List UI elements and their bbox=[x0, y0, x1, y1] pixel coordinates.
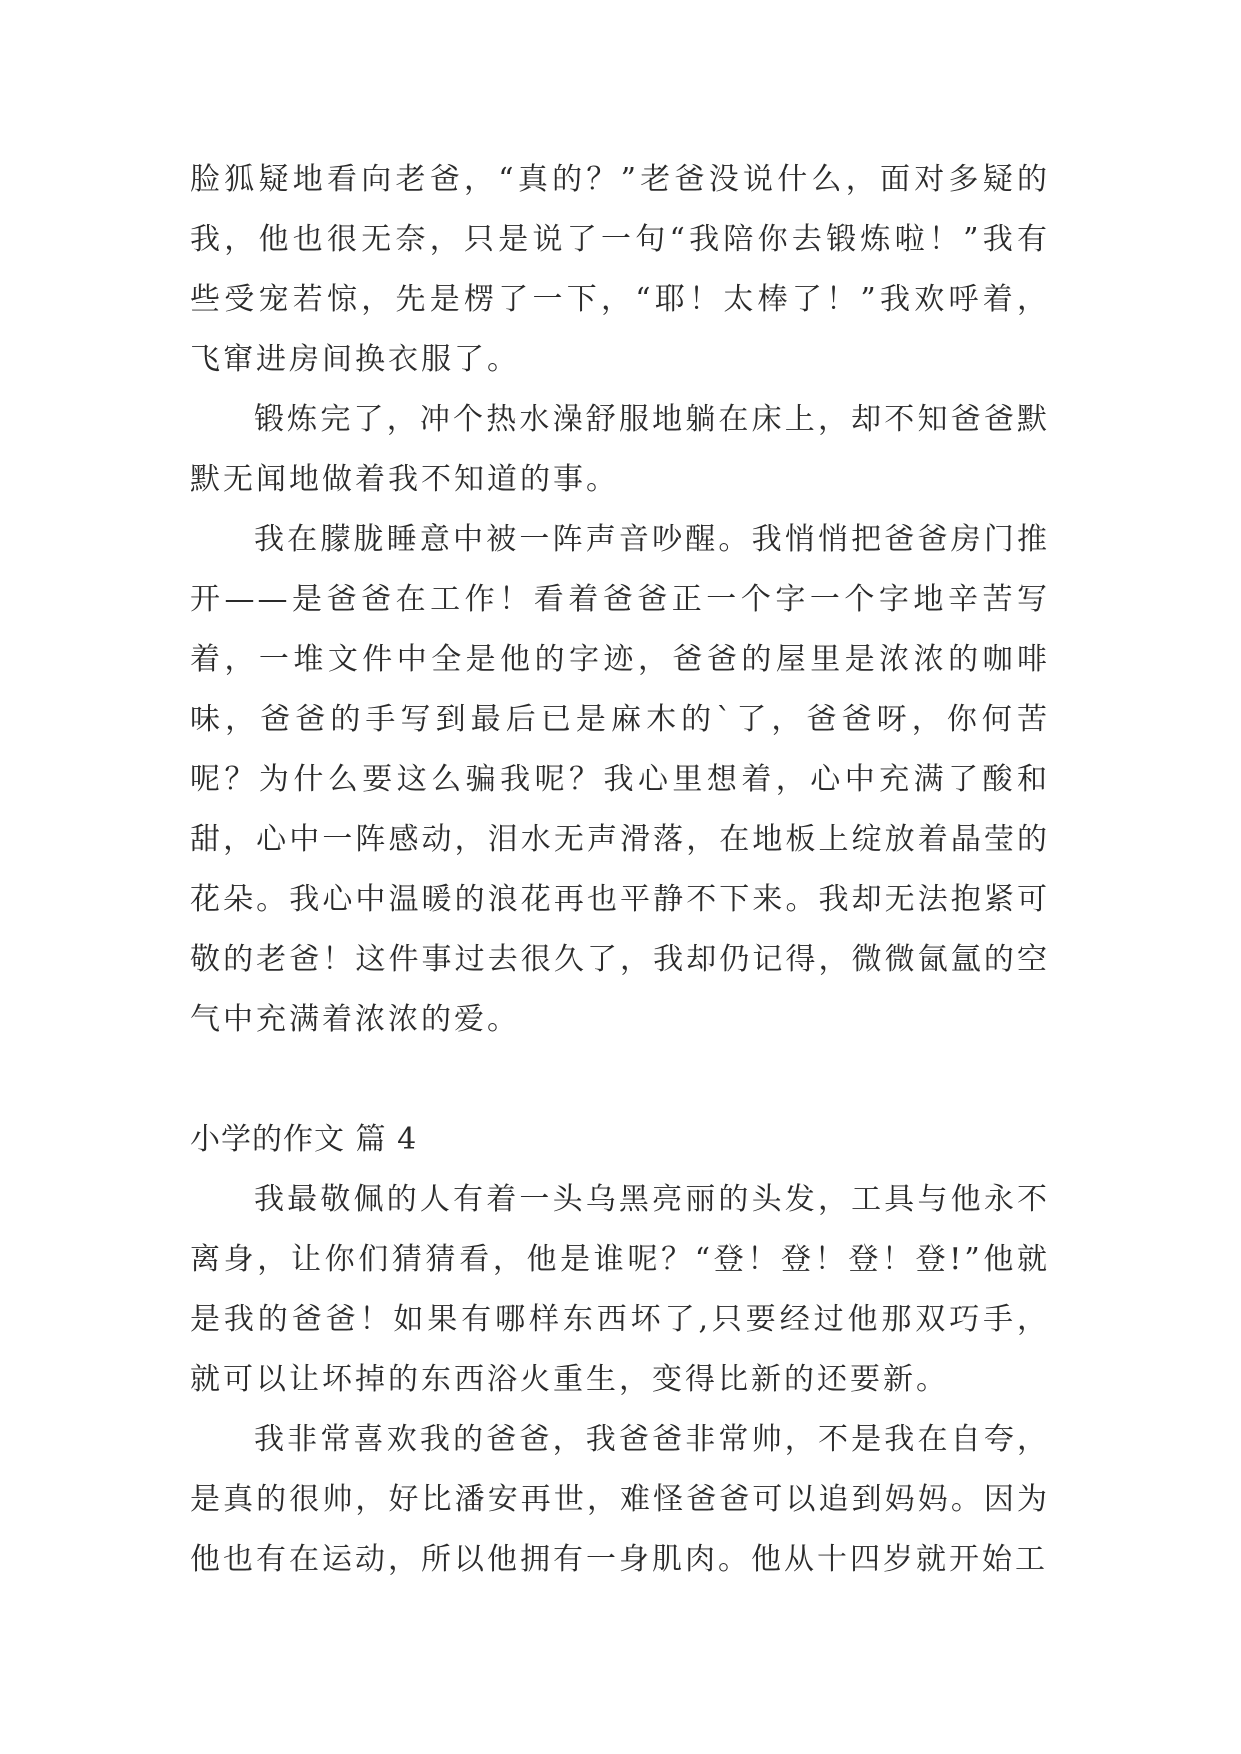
paragraph-exercise: 锻炼完了，冲个热水澡舒服地躺在床上，却不知爸爸默默无闻地做着我不知道的事。 bbox=[190, 402, 1050, 497]
paragraph-admired-person: 我最敬佩的人有着一头乌黑亮丽的头发，工具与他永不离身，让你们猜猜看，他是谁呢？“登！登！登！登!”他就是我的爸爸！如果有哪样东西坏了,只要经过他那双巧手，就可以让坏掉的东西浴火重生，变得比新的还要新。 bbox=[190, 1182, 1050, 1397]
paragraph-father-working: 我在朦胧睡意中被一阵声音吵醒。我悄悄把爸爸房门推开——是爸爸在工作！看着爸爸正一个字一个字地辛苦写着，一堆文件中全是他的字迹，爸爸的屋里是浓浓的咖啡味，爸爸的手写到最后已是麻木的`了，爸爸呀，你何苦呢？为什么要这么骗我呢？我心里想着，心中充满了酸和甜，心中一阵感动，泪水无声滑落，在地板上绽放着晶莹的花朵。我心中温暖的浪花再也平静不下来。我却无法抱紧可敬的老爸！这件事过去很久了，我却仍记得，微微氤氲的空气中充满着浓浓的爱。 bbox=[190, 522, 1050, 1037]
section-spacer bbox=[190, 1050, 1050, 1110]
paragraph-handsome-dad: 我非常喜欢我的爸爸，我爸爸非常帅，不是我在自夸，是真的很帅，好比潘安再世，难怪爸爸可以追到妈妈。因为他也有在运动，所以他拥有一身肌肉。他从十四岁就开始工 bbox=[190, 1422, 1050, 1577]
document-body bbox=[190, 150, 1050, 1590]
section-heading: 小学的作文 篇 4 bbox=[190, 1122, 418, 1157]
paragraph-continuation: 脸狐疑地看向老爸，“真的？”老爸没说什么，面对多疑的我，他也很无奈，只是说了一句“我陪你去锻炼啦！”我有些受宠若惊，先是楞了一下，“耶！太棒了！”我欢呼着，飞窜进房间换衣服了。 bbox=[190, 162, 1050, 377]
